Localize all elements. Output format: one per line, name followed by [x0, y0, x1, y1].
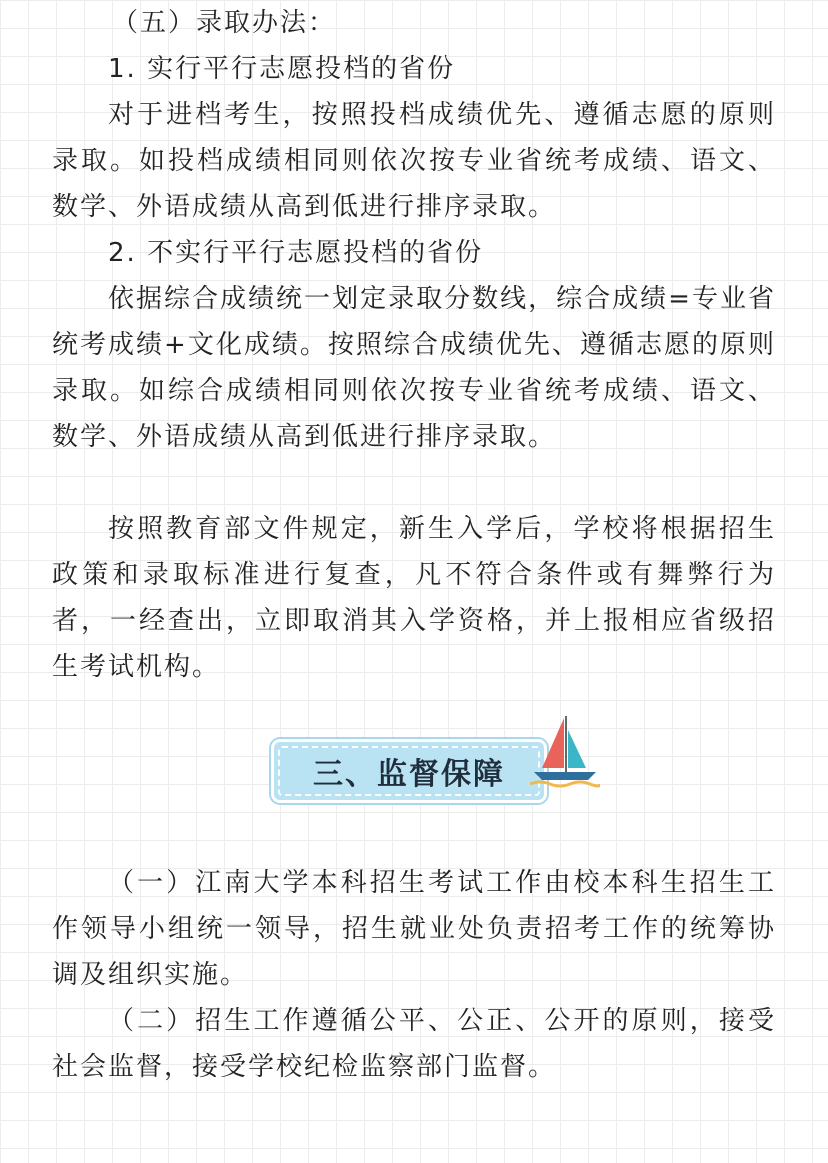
paragraph-spacer	[52, 460, 776, 506]
banner-box	[274, 742, 544, 800]
section-five-heading: （五）录取办法：	[112, 8, 337, 38]
document-body	[52, 0, 776, 1090]
sailboat-icon	[530, 710, 600, 790]
section-three-title: 三、监督保障	[313, 757, 505, 792]
item1-body: 对于进档考生，按照投档成绩优先、遵循志愿的原则录取。如投档成绩相同则依次按专业省统考成绩、语文、数学、外语成绩从高到低进行排序录取。	[52, 100, 776, 222]
review-paragraph: 按照教育部文件规定，新生入学后，学校将根据招生政策和录取标准进行复查，凡不符合条件或有舞弊行为者，一经查出，立即取消其入学资格，并上报相应省级招生考试机构。	[52, 514, 776, 682]
item2-title: 2. 不实行平行志愿投档的省份	[108, 238, 484, 268]
section-banner	[52, 690, 776, 860]
item2-body: 依据综合成绩统一划定录取分数线，综合成绩=专业省统考成绩+文化成绩。按照综合成绩优先、遵循志愿的原则录取。如综合成绩相同则依次按专业省统考成绩、语文、数学、外语成绩从高到低进行排序录取。	[52, 284, 776, 452]
section-three-para2: （二）招生工作遵循公平、公正、公开的原则，接受社会监督，接受学校纪检监察部门监督。	[52, 1006, 776, 1082]
section-three-para1: （一）江南大学本科招生考试工作由校本科生招生工作领导小组统一领导，招生就业处负责招考工作的统筹协调及组织实施。	[52, 868, 776, 990]
item1-title: 1. 实行平行志愿投档的省份	[108, 54, 456, 84]
